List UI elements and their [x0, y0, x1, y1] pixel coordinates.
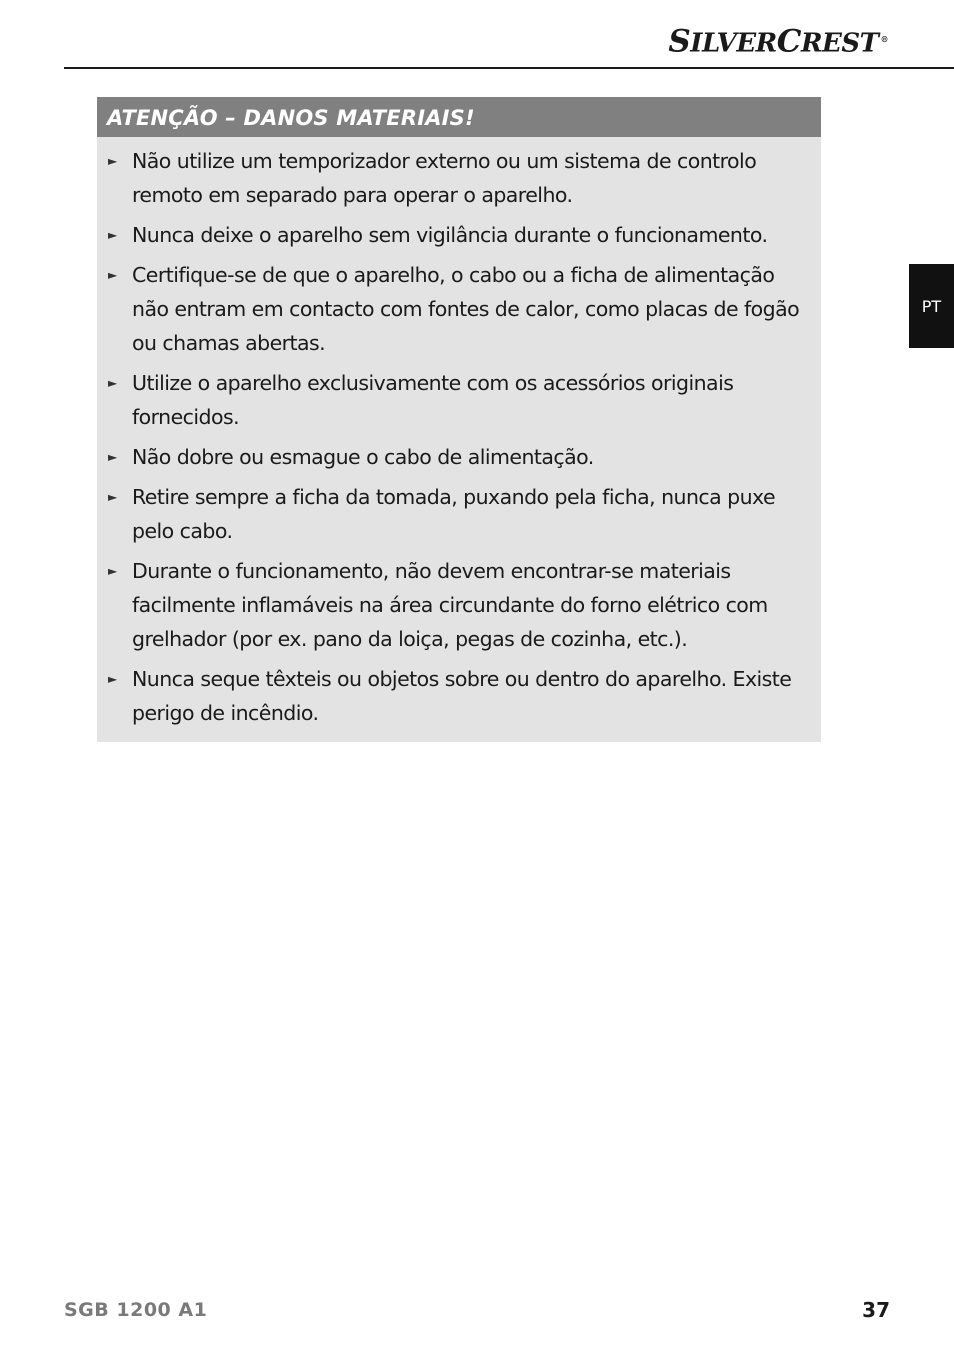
warning-item — [107, 480, 809, 548]
warning-item-text: Utilize o aparelho exclusivamente com os acessórios originais fornecidos. — [132, 371, 734, 429]
warning-item — [107, 144, 809, 212]
brand-initial-s: S — [668, 23, 691, 60]
triangle-right-icon: ► — [108, 672, 117, 686]
warning-item-text: Retire sempre a ficha da tomada, puxando pela ficha, nunca puxe pelo cabo. — [132, 485, 776, 543]
brand-text-rest: REST — [800, 28, 879, 59]
header-divider — [64, 67, 954, 69]
warning-item — [107, 218, 809, 252]
triangle-right-icon: ► — [108, 564, 117, 578]
warning-item-text: Não dobre ou esmague o cabo de alimentação. — [132, 445, 594, 469]
page-number: 37 — [862, 1298, 890, 1322]
triangle-right-icon: ► — [108, 154, 117, 168]
brand-text-ilver: ILVER — [690, 28, 777, 59]
triangle-right-icon: ► — [108, 268, 117, 282]
warning-item — [107, 366, 809, 434]
warning-item-text: Não utilize um temporizador externo ou um sistema de controlo remoto em separado para operar o aparelho. — [132, 149, 757, 207]
triangle-right-icon: ► — [108, 490, 117, 504]
warning-box — [97, 97, 821, 742]
brand-initial-c: C — [776, 23, 801, 60]
warning-item — [107, 258, 809, 360]
triangle-right-icon: ► — [108, 450, 117, 464]
warning-item — [107, 554, 809, 656]
warning-item — [107, 440, 809, 474]
registered-mark: ® — [880, 34, 888, 44]
brand-logo — [668, 22, 888, 61]
language-label: PT — [921, 296, 942, 316]
warning-list — [97, 137, 821, 730]
warning-title: ATENÇÃO – DANOS MATERIAIS! — [97, 97, 821, 137]
model-number: SGB 1200 A1 — [64, 1299, 208, 1321]
triangle-right-icon: ► — [108, 228, 117, 242]
language-tab — [909, 264, 954, 348]
warning-item-text: Durante o funcionamento, não devem encontrar-se materiais facilmente inflamáveis na área circundante do forno elétrico com grelhador (por ex. pano da loiça, pegas de cozinha, etc.). — [132, 559, 768, 651]
warning-item — [107, 662, 809, 730]
warning-item-text: Certifique-se de que o aparelho, o cabo ou a ficha de alimentação não entram em contacto com fontes de calor, como placas de fogão ou chamas abertas. — [132, 263, 800, 355]
warning-item-text: Nunca seque têxteis ou objetos sobre ou dentro do aparelho. Existe perigo de incêndio. — [132, 667, 792, 725]
warning-item-text: Nunca deixe o aparelho sem vigilância durante o funcionamento. — [132, 223, 768, 247]
triangle-right-icon: ► — [108, 376, 117, 390]
